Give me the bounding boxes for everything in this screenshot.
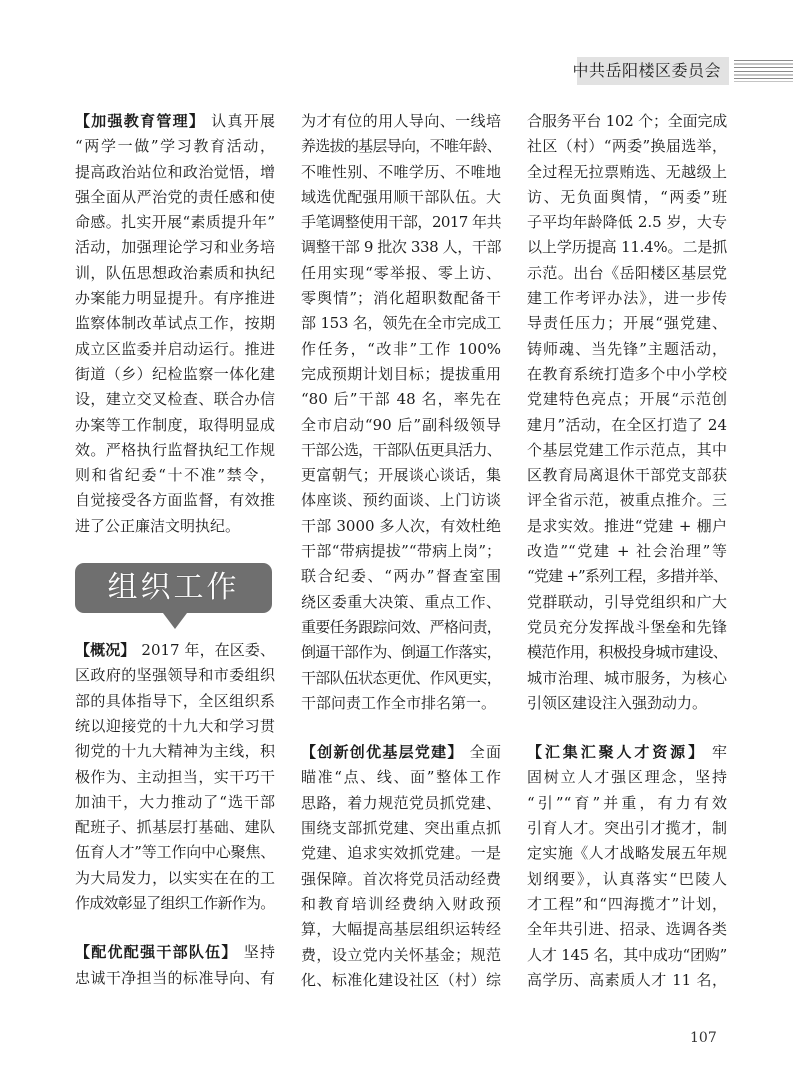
text-line bbox=[75, 790, 275, 815]
line-text: 办案能力明显提升。有序推进 bbox=[75, 289, 275, 308]
line-text: 思路，着力规范党员抓党建、 bbox=[301, 793, 501, 812]
text-line bbox=[527, 640, 727, 665]
text-line bbox=[75, 638, 275, 663]
line-text: 办案等工作制度，取得明显成 bbox=[75, 415, 275, 434]
text-line bbox=[301, 691, 501, 716]
line-text: 伍育人才”等工作向中心聚焦、 bbox=[75, 843, 275, 862]
text-line bbox=[527, 311, 727, 336]
text-line bbox=[301, 235, 501, 260]
text-line bbox=[301, 564, 501, 589]
paragraph-cadre-team bbox=[75, 940, 275, 991]
line-text: 全年共引进、招录、选调各类 bbox=[527, 920, 727, 939]
line-text: 认真开展 bbox=[211, 112, 275, 130]
line-text: 自觉接受各方面监督，有效推 bbox=[75, 491, 275, 510]
header-title: 中共岳阳楼区委员会 bbox=[572, 61, 721, 80]
text-line bbox=[527, 286, 727, 311]
line-text: 任用实现“零举报、零上访、 bbox=[301, 263, 501, 282]
paragraph-heading: 【汇集汇聚人才资源】 bbox=[527, 743, 706, 762]
line-text: 为大局发力，以实实在在的工 bbox=[75, 868, 275, 887]
text-line bbox=[527, 968, 727, 993]
line-text: 配班子、抓基层打基础、建队 bbox=[75, 818, 275, 837]
text-line bbox=[527, 387, 727, 412]
text-line bbox=[527, 185, 727, 210]
line-text: 合服务平台 102 个；全面完成 bbox=[527, 112, 727, 130]
text-line bbox=[75, 689, 275, 714]
paragraph-cadre-team-continued bbox=[301, 109, 501, 716]
line-text: 以上学历提高 11.4%。二是抓 bbox=[527, 238, 727, 257]
text-line bbox=[527, 362, 727, 387]
paragraph-heading: 【概况】 bbox=[75, 641, 136, 660]
running-header bbox=[572, 57, 729, 85]
text-line bbox=[527, 590, 727, 615]
text-line bbox=[75, 261, 275, 286]
text-line bbox=[75, 714, 275, 739]
text-line bbox=[527, 691, 727, 716]
text-line bbox=[301, 362, 501, 387]
line-text: 牢 bbox=[711, 743, 727, 762]
line-text: 才工程”和“四海揽才”计划， bbox=[527, 894, 727, 913]
text-line bbox=[301, 311, 501, 336]
text-line bbox=[527, 134, 727, 159]
line-text: 活动，加强理论学习和业务培 bbox=[75, 238, 275, 257]
line-text: 则和省纪委“十不准”禁令， bbox=[75, 466, 275, 485]
text-line bbox=[527, 791, 727, 816]
text-line bbox=[301, 615, 501, 640]
line-text: “引”“育”并重，有力有效 bbox=[527, 793, 727, 812]
line-text: 统以迎接党的十九大和学习贯 bbox=[75, 716, 275, 735]
bubble-pointer bbox=[163, 613, 187, 629]
line-text: 引领区建设注入强劲动力。 bbox=[527, 693, 708, 712]
line-text: 导责任压力；开展“强党建、 bbox=[527, 314, 727, 333]
line-text: 提高政治站位和政治觉悟，增 bbox=[75, 162, 275, 181]
line-text: 划纲要》，认真落实“巴陵人 bbox=[527, 869, 727, 888]
text-column-2 bbox=[301, 109, 501, 1017]
text-line bbox=[301, 640, 501, 665]
paragraph-heading: 【加强教育管理】 bbox=[75, 112, 206, 130]
text-line bbox=[75, 840, 275, 865]
text-line bbox=[527, 488, 727, 513]
text-column-3 bbox=[527, 109, 727, 1017]
line-text: 全过程无拉票贿选、无越级上 bbox=[527, 162, 727, 181]
line-text: 绕区委重大决策、重点工作、 bbox=[301, 592, 501, 611]
text-line bbox=[527, 943, 727, 968]
text-line bbox=[527, 438, 727, 463]
paragraph-heading: 【配优配强干部队伍】 bbox=[75, 943, 238, 962]
line-text: 是求实效。推进“党建 + 棚户 bbox=[527, 516, 727, 535]
text-line bbox=[75, 413, 275, 438]
line-text: 训，队伍思想政治素质和执纪 bbox=[75, 263, 275, 282]
text-line bbox=[301, 438, 501, 463]
text-line bbox=[75, 765, 275, 790]
text-line bbox=[527, 816, 727, 841]
text-line bbox=[301, 666, 501, 691]
line-text: 部的具体指导下，全区组织系 bbox=[75, 691, 275, 710]
line-text: 党员充分发挥战斗堡垒和先锋 bbox=[527, 617, 727, 636]
line-text: 极作为、主动担当，实干巧干 bbox=[75, 767, 275, 786]
line-text: 围绕支部抓党建、突出重点抓 bbox=[301, 819, 501, 838]
line-text: 手笔调整使用干部，2017 年共 bbox=[301, 213, 501, 232]
text-line bbox=[301, 539, 501, 564]
line-text: 命感。扎实开展“素质提升年” bbox=[75, 213, 275, 232]
header-stripes-decoration bbox=[734, 60, 793, 82]
line-text: “党建 +”系列工程，多措并举、 bbox=[527, 567, 727, 586]
line-text: 引育人才。突出引才揽才，制 bbox=[527, 819, 727, 838]
line-text: 不唯性别、不唯学历、不唯地 bbox=[301, 162, 501, 181]
text-line bbox=[527, 160, 727, 185]
line-text: 党群联动，引导党组织和广大 bbox=[527, 592, 727, 611]
text-line bbox=[527, 261, 727, 286]
line-text: 完成预期计划目标；提拔重用 bbox=[301, 364, 501, 383]
text-line bbox=[527, 514, 727, 539]
text-line bbox=[301, 488, 501, 513]
text-line bbox=[301, 867, 501, 892]
paragraph-grassroots-party-building bbox=[301, 740, 501, 993]
text-line bbox=[527, 740, 727, 765]
line-text: 干部队伍状态更优、作风更实， bbox=[301, 668, 501, 687]
line-text: 养选拔的基层导向，不唯年龄、 bbox=[301, 137, 501, 156]
line-text: 域选优配强用顺干部队伍。大 bbox=[301, 187, 501, 206]
text-line bbox=[75, 739, 275, 764]
line-text: 改造”“党建 + 社会治理”等 bbox=[527, 542, 727, 561]
text-line bbox=[301, 816, 501, 841]
text-line bbox=[75, 362, 275, 387]
text-line bbox=[301, 968, 501, 993]
text-line bbox=[75, 940, 275, 965]
text-line bbox=[75, 109, 275, 134]
line-text: 倒逼干部作为、倒逼工作落实， bbox=[301, 643, 501, 662]
line-text: 调整干部 9 批次 338 人，干部 bbox=[301, 238, 501, 257]
text-line bbox=[301, 841, 501, 866]
line-text: “80 后”干部 48 名，率先在 bbox=[301, 390, 501, 409]
text-line bbox=[527, 413, 727, 438]
text-line bbox=[75, 387, 275, 412]
text-line bbox=[75, 160, 275, 185]
text-column-1 bbox=[75, 109, 275, 1015]
text-line bbox=[301, 740, 501, 765]
line-text: 彻党的十九大精神为主线，积 bbox=[75, 742, 275, 761]
text-line bbox=[75, 463, 275, 488]
line-text: 坚持 bbox=[243, 943, 275, 962]
line-text: 零舆情”；消化超职数配备干 bbox=[301, 289, 501, 308]
text-line bbox=[527, 109, 727, 134]
line-text: 瞄准“点、线、面”整体工作 bbox=[301, 768, 501, 787]
line-text: 定实施《人才战略发展五年规 bbox=[527, 844, 727, 863]
text-line bbox=[75, 891, 275, 916]
line-text: 和教育培训经费纳入财政预 bbox=[301, 894, 501, 913]
line-text: 作成效彰显了组织工作新作为。 bbox=[75, 894, 275, 913]
text-line bbox=[301, 134, 501, 159]
text-line bbox=[75, 311, 275, 336]
text-line bbox=[301, 286, 501, 311]
line-text: 部 153 名，领先在全市完成工 bbox=[301, 314, 501, 333]
section-title-bubble bbox=[75, 563, 272, 613]
line-text: 2017 年，在区委、 bbox=[141, 641, 275, 660]
text-line bbox=[75, 866, 275, 891]
line-text: 示范。出台《岳阳楼区基层党 bbox=[527, 263, 727, 282]
text-line bbox=[75, 185, 275, 210]
line-text: 社区（村）“两委”换届选举， bbox=[527, 137, 727, 156]
text-line bbox=[527, 210, 727, 235]
text-line bbox=[301, 185, 501, 210]
line-text: 强全面从严治党的责任感和使 bbox=[75, 187, 275, 206]
line-text: 干部“带病提拔”“带病上岗”； bbox=[301, 542, 501, 561]
text-line bbox=[527, 892, 727, 917]
line-text: 忠诚干净担当的标准导向、有 bbox=[75, 968, 275, 987]
text-line bbox=[75, 210, 275, 235]
line-text: 街道（乡）纪检监察一体化建 bbox=[75, 364, 275, 383]
line-text: 党建、追求实效抓党建。一是 bbox=[301, 844, 501, 863]
text-line bbox=[75, 337, 275, 362]
line-text: 区政府的坚强领导和市委组织 bbox=[75, 666, 275, 685]
text-line bbox=[527, 463, 727, 488]
line-text: “两学一做”学习教育活动， bbox=[75, 137, 275, 156]
text-line bbox=[527, 765, 727, 790]
text-line bbox=[301, 791, 501, 816]
text-line bbox=[75, 514, 275, 539]
line-text: 高学历、高素质人才 11 名， bbox=[527, 970, 727, 989]
text-line bbox=[527, 539, 727, 564]
line-text: 党建特色亮点；开展“示范创 bbox=[527, 390, 727, 409]
text-line bbox=[301, 765, 501, 790]
line-text: 子平均年龄降低 2.5 岁，大专 bbox=[527, 213, 727, 232]
line-text: 费，设立党内关怀基金；规范 bbox=[301, 945, 501, 964]
text-line bbox=[527, 666, 727, 691]
line-text: 更富朝气；开展谈心谈话，集 bbox=[301, 466, 501, 485]
line-text: 干部 3000 多人次，有效杜绝 bbox=[301, 516, 501, 535]
line-text: 作任务，“改非”工作 100% bbox=[301, 339, 501, 358]
text-line bbox=[75, 235, 275, 260]
line-text: 成立区监委并启动运行。推进 bbox=[75, 339, 275, 358]
text-line bbox=[75, 438, 275, 463]
text-line bbox=[527, 615, 727, 640]
line-text: 建工作考评办法》，进一步传 bbox=[527, 289, 727, 308]
text-line bbox=[301, 892, 501, 917]
line-text: 铸师魂、当先锋”主题活动， bbox=[527, 339, 727, 358]
line-text: 体座谈、预约面谈、上门访谈 bbox=[301, 491, 501, 510]
line-text: 效。严格执行监督执纪工作规 bbox=[75, 440, 275, 459]
text-line bbox=[75, 966, 275, 991]
paragraph-grassroots-party-building-continued bbox=[527, 109, 727, 716]
text-line bbox=[301, 337, 501, 362]
line-text: 进了公正廉洁文明执纪。 bbox=[75, 516, 241, 535]
text-line bbox=[527, 235, 727, 260]
text-line bbox=[527, 337, 727, 362]
text-line bbox=[301, 514, 501, 539]
text-line bbox=[301, 463, 501, 488]
section-title: 组织工作 bbox=[107, 570, 240, 606]
line-text: 区教育局离退休干部党支部获 bbox=[527, 466, 727, 485]
page-number: 107 bbox=[690, 1030, 717, 1046]
line-text: 建月”活动，在全区打造了 24 bbox=[527, 415, 727, 434]
line-text: 为才有位的用人导向、一线培 bbox=[301, 112, 501, 130]
line-text: 干部问责工作全市排名第一。 bbox=[301, 693, 497, 712]
line-text: 评全省示范，被重点推介。三 bbox=[527, 491, 727, 510]
text-line bbox=[301, 109, 501, 134]
line-text: 强保障。首次将党员活动经费 bbox=[301, 869, 501, 888]
line-text: 干部公选，干部队伍更具活力、 bbox=[301, 440, 501, 459]
text-line bbox=[301, 261, 501, 286]
line-text: 算，大幅提高基层组织运转经 bbox=[301, 920, 501, 939]
text-line bbox=[301, 917, 501, 942]
line-text: 全市启动“90 后”副科级领导 bbox=[301, 415, 501, 434]
text-line bbox=[75, 663, 275, 688]
text-line bbox=[527, 867, 727, 892]
paragraph-education-management bbox=[75, 109, 275, 539]
text-line bbox=[75, 286, 275, 311]
line-text: 个基层党建工作示范点，其中 bbox=[527, 440, 727, 459]
paragraph-overview bbox=[75, 638, 275, 916]
line-text: 在教育系统打造多个中小学校 bbox=[527, 364, 727, 383]
text-line bbox=[527, 564, 727, 589]
text-line bbox=[301, 943, 501, 968]
line-text: 设，建立交叉检查、联合办信 bbox=[75, 390, 275, 409]
line-text: 联合纪委、“两办”督查室围 bbox=[301, 567, 501, 586]
text-line bbox=[301, 210, 501, 235]
text-line bbox=[301, 387, 501, 412]
line-text: 加油干，大力推动了“选干部 bbox=[75, 792, 275, 811]
text-line bbox=[301, 590, 501, 615]
text-line bbox=[75, 134, 275, 159]
line-text: 重要任务跟踪问效、严格问责， bbox=[301, 617, 501, 636]
line-text: 化、标准化建设社区（村）综 bbox=[301, 970, 501, 989]
text-line bbox=[301, 413, 501, 438]
line-text: 固树立人才强区理念，坚持 bbox=[527, 768, 727, 787]
text-line bbox=[301, 160, 501, 185]
paragraph-talent-resources bbox=[527, 740, 727, 993]
line-text: 模范作用，积极投身城市建设、 bbox=[527, 643, 727, 662]
line-text: 访、无负面舆情，“两委”班 bbox=[527, 187, 727, 206]
line-text: 人才 145 名，其中成功“团购” bbox=[527, 945, 727, 964]
line-text: 城市治理、城市服务，为核心 bbox=[527, 668, 727, 687]
text-line bbox=[75, 488, 275, 513]
text-line bbox=[527, 841, 727, 866]
paragraph-heading: 【创新创优基层党建】 bbox=[301, 743, 464, 762]
line-text: 全面 bbox=[469, 743, 501, 762]
text-line bbox=[75, 815, 275, 840]
line-text: 监察体制改革试点工作，按期 bbox=[75, 314, 275, 333]
text-line bbox=[527, 917, 727, 942]
